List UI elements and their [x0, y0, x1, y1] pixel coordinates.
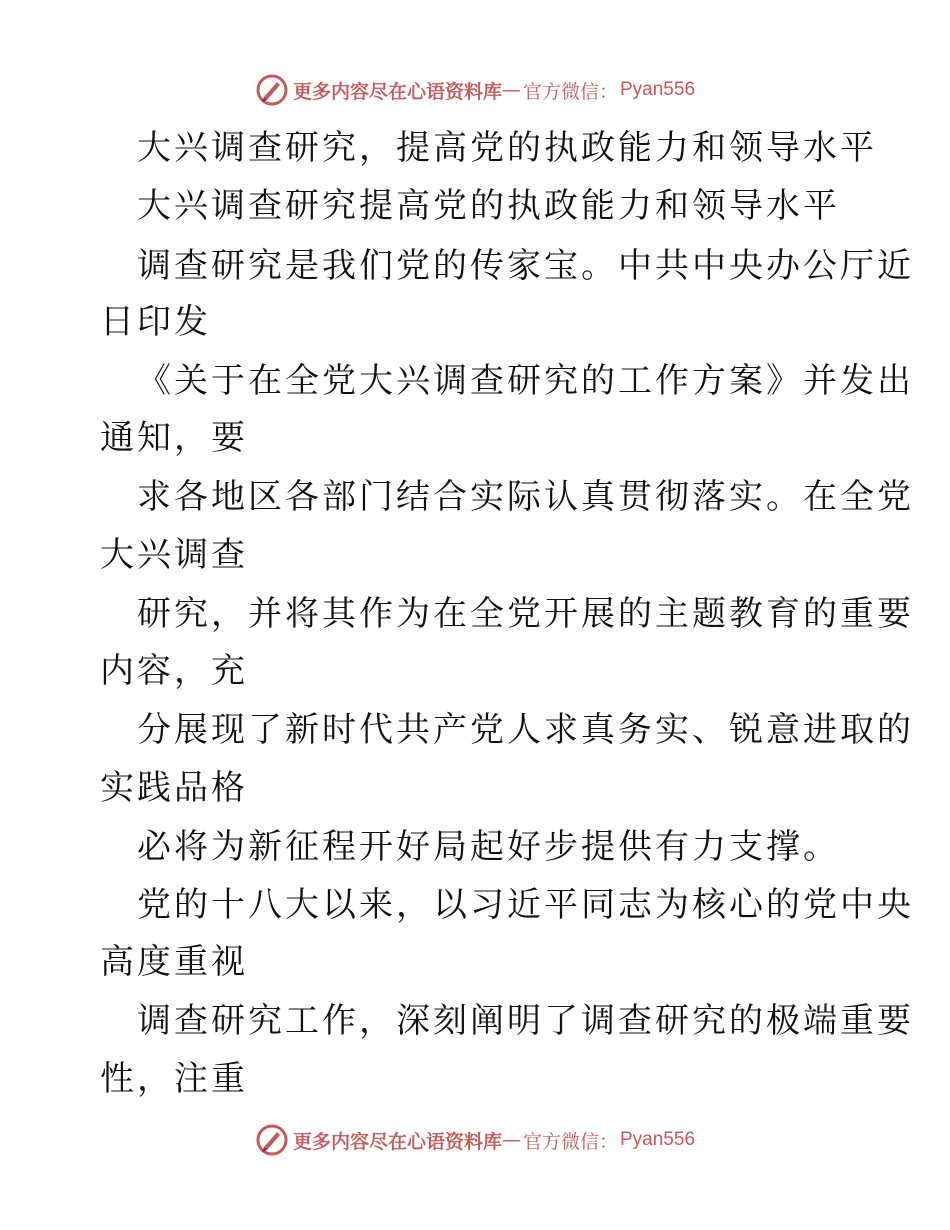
watermark-brand-text: 更多内容尽在心语资料库: [292, 1130, 502, 1153]
doc-line: 实践品格: [100, 768, 248, 808]
doc-line: 党的十八大以来，以习近平同志为核心的党中央: [137, 885, 914, 925]
doc-line: 调查研究是我们党的传家宝。中共中央办公厅近: [137, 246, 914, 286]
watermark-dash: —: [501, 79, 521, 101]
watermark-dash: —: [501, 1129, 521, 1151]
watermark-official-label: 官方微信：: [522, 80, 618, 103]
doc-line: 分展现了新时代共产党人求真务实、锐意进取的: [137, 710, 914, 750]
doc-line: 高度重视: [100, 942, 248, 982]
pen-logo-icon: [255, 73, 289, 107]
doc-line: 通知，要: [100, 418, 248, 458]
doc-line: 《关于在全党大兴调查研究的工作方案》并发出: [137, 361, 914, 401]
doc-line: 求各地区各部门结合实际认真贯彻落实。在全党: [137, 477, 914, 517]
watermark-brand-text: 更多内容尽在心语资料库: [292, 80, 502, 103]
doc-line: 调查研究工作，深刻阐明了调查研究的极端重要: [137, 1001, 914, 1041]
watermark-official-label: 官方微信：: [522, 1130, 618, 1153]
doc-line: 日印发: [100, 302, 211, 342]
watermark-wechat-id: Pyan556: [620, 1129, 696, 1150]
watermark-footer: [0, 1120, 950, 1160]
doc-line: 研究，并将其作为在全党开展的主题教育的重要: [137, 594, 914, 634]
doc-line: 内容，充: [100, 651, 248, 691]
doc-line: 大兴调查: [100, 535, 248, 575]
doc-line: 性，注重: [100, 1059, 248, 1099]
doc-line: 大兴调查研究，提高党的执政能力和领导水平: [137, 128, 877, 168]
doc-line: 大兴调查研究提高党的执政能力和领导水平: [137, 186, 840, 226]
watermark-header: [0, 70, 950, 110]
doc-line: 必将为新征程开好局起好步提供有力支撑。: [137, 827, 840, 867]
watermark-wechat-id: Pyan556: [620, 79, 696, 100]
pen-logo-icon: [255, 1123, 289, 1157]
